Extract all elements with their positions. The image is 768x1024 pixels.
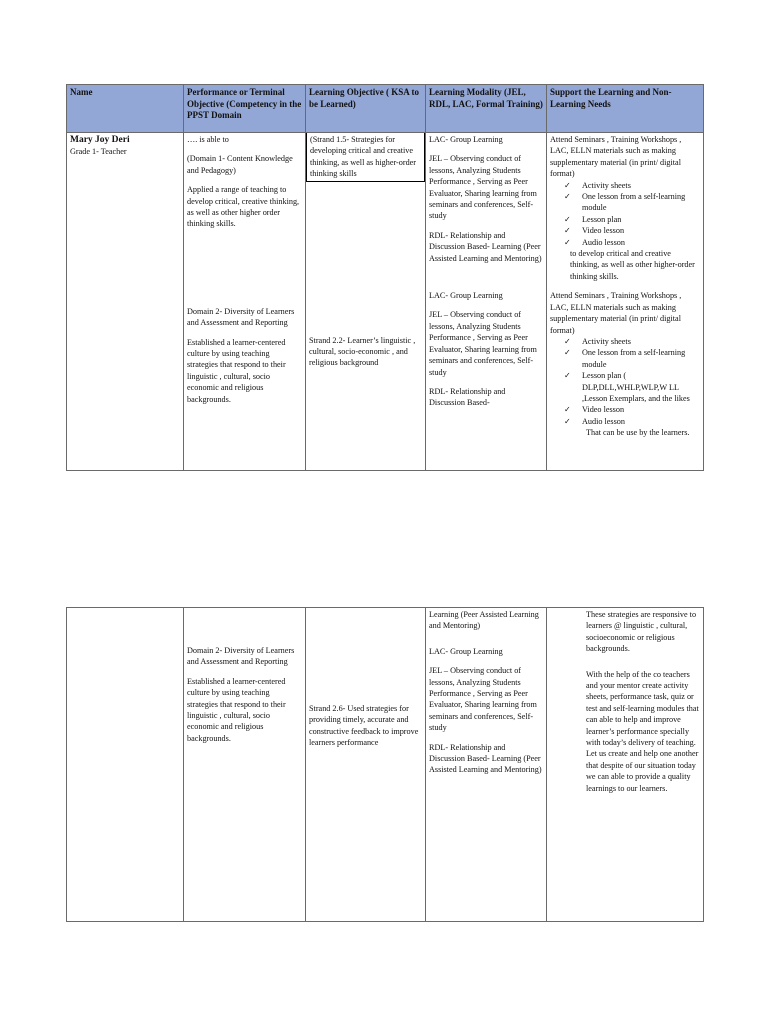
support-cell [547,608,704,922]
name-cell [67,133,184,471]
jel-text-2: JEL – Observing conduct of lessons, Analyzing Students Performance , Serving as Peer Evaluator, Sharing learning from seminars and conferences, Self-study [429,310,537,377]
performance-cell [184,133,306,471]
with-help-text: With the help of the co teachers and your mentor create activity sheets, performance task, quiz or test and self-learning modules that can able to help and improve learner’s performance specially with today’s delivery of teaching. Let us create and help one another that despite of our situation today we can able to provide a quality learnings to our learners. [586,669,699,793]
established-text: Established a learner-centered culture by using teaching strategies that respond to their linguistic , cultural, socio economic and religious backgrounds. [187,337,286,404]
strand-1-5-text: (Strand 1.5- Strategies for developing critical and creative thinking, as well as higher-order thinking skills [306,133,425,182]
lac-text: LAC- Group Learning [429,646,503,656]
checklist-item: ✓ One lesson from a self-learning module [564,347,700,370]
strand-2-6-text: Strand 2.6- Used strategies for providing timely, accurate and constructive feedback to improve learners performance [309,704,419,748]
checklist-item: ✓ Audio lesson [564,416,700,427]
table-row [67,133,704,471]
lac-text-2: LAC- Group Learning [429,291,503,301]
rdl-text: RDL- Relationship and Discussion Based- Learning (Peer Assisted Learning and Mentoring) [429,742,542,775]
domain1-text: (Domain 1- Content Knowledge and Pedagogy) [187,154,293,175]
strand-2-2-text: Strand 2.2- Learner’s linguistic , cultural, socio-economic , and religious background [309,335,416,368]
checklist-item: ✓ Activity sheets [564,336,700,347]
name-cell [67,608,184,922]
jel-text: JEL – Observing conduct of lessons, Analyzing Students Performance , Serving as Peer Evaluator, Sharing learning from seminars and conferences, Self-study [429,666,537,733]
applied-text: Applied a range of teaching to develop critical, creative thinking, as well as other higher order thinking skills. [187,185,300,229]
intro-text: …. is able to [187,135,229,144]
domain2-text: Domain 2- Diversity of Learners and Assessment and Reporting [187,306,295,328]
header-modality: Learning Modality (JEL, RDL, LAC, Formal Training) [426,85,547,133]
checklist-item: ✓ Lesson plan ( DLP,DLL,WHLP,WLP,W LL ,Lesson Exemplars, and the likes [564,370,700,404]
objective-cell [306,133,426,471]
competency-table-page-1 [66,84,704,471]
develop-text: to develop critical and creative thinking, as well as other higher-order thinking skills. [570,249,695,281]
attend-seminars-text: Attend Seminars , Training Workshops , LAC, ELLN materials such as making supplementary material (in print/ digital format) [550,135,682,179]
jel-text: JEL – Observing conduct of lessons, Analyzing Students Performance , Serving as Peer Evaluator, Sharing learning from seminars and conferences, Self-study [429,154,537,221]
header-performance: Performance or Terminal Objective (Competency in the PPST Domain [184,85,306,133]
attend-seminars-text-2: Attend Seminars , Training Workshops , LAC, ELLN materials such as making supplementary material (in print/ digital format) [550,291,682,335]
checklist [550,180,700,248]
rdl-continued-text: Learning (Peer Assisted Learning and Mentoring) [429,610,539,631]
lac-text: LAC- Group Learning [429,135,503,144]
performance-cell [184,608,306,922]
support-cell [547,133,704,471]
teacher-name: Mary Joy Deri [70,135,130,145]
modality-cell [426,133,547,471]
table-row [67,608,704,922]
objective-cell [306,608,426,922]
header-name: Name [67,85,184,133]
established-text: Established a learner-centered culture by using teaching strategies that respond to their linguistic , cultural, socio economic and religious backgrounds. [187,676,286,743]
rdl-text-2: RDL- Relationship and Discussion Based- [429,386,506,408]
strategies-text: These strategies are responsive to learners @ linguistic , cultural, socioeconomic or religious backgrounds. [586,610,697,654]
rdl-text: RDL- Relationship and Discussion Based- Learning (Peer Assisted Learning and Mentoring) [429,230,542,263]
domain2-text: Domain 2- Diversity of Learners and Assessment and Reporting [187,646,295,667]
modality-cell [426,608,547,922]
header-support: Support the Learning and Non- Learning Needs [547,85,704,133]
checklist-item: ✓ Audio lesson [564,237,700,248]
checklist-item: ✓ Video lesson [564,404,700,415]
header-objective: Learning Objective ( KSA to be Learned) [306,85,426,133]
checklist-item: ✓ Video lesson [564,225,700,236]
table-header-row [67,85,704,133]
checklist-item: ✓ Activity sheets [564,180,700,191]
checklist-item: ✓ Lesson plan [564,214,700,225]
checklist-item: ✓ One lesson from a self-learning module [564,191,700,214]
checklist-2 [550,336,700,427]
competency-table-page-2 [66,607,704,922]
that-can-text: That can be use by the learners. [586,428,690,438]
teacher-role: Grade 1- Teacher [70,147,127,156]
